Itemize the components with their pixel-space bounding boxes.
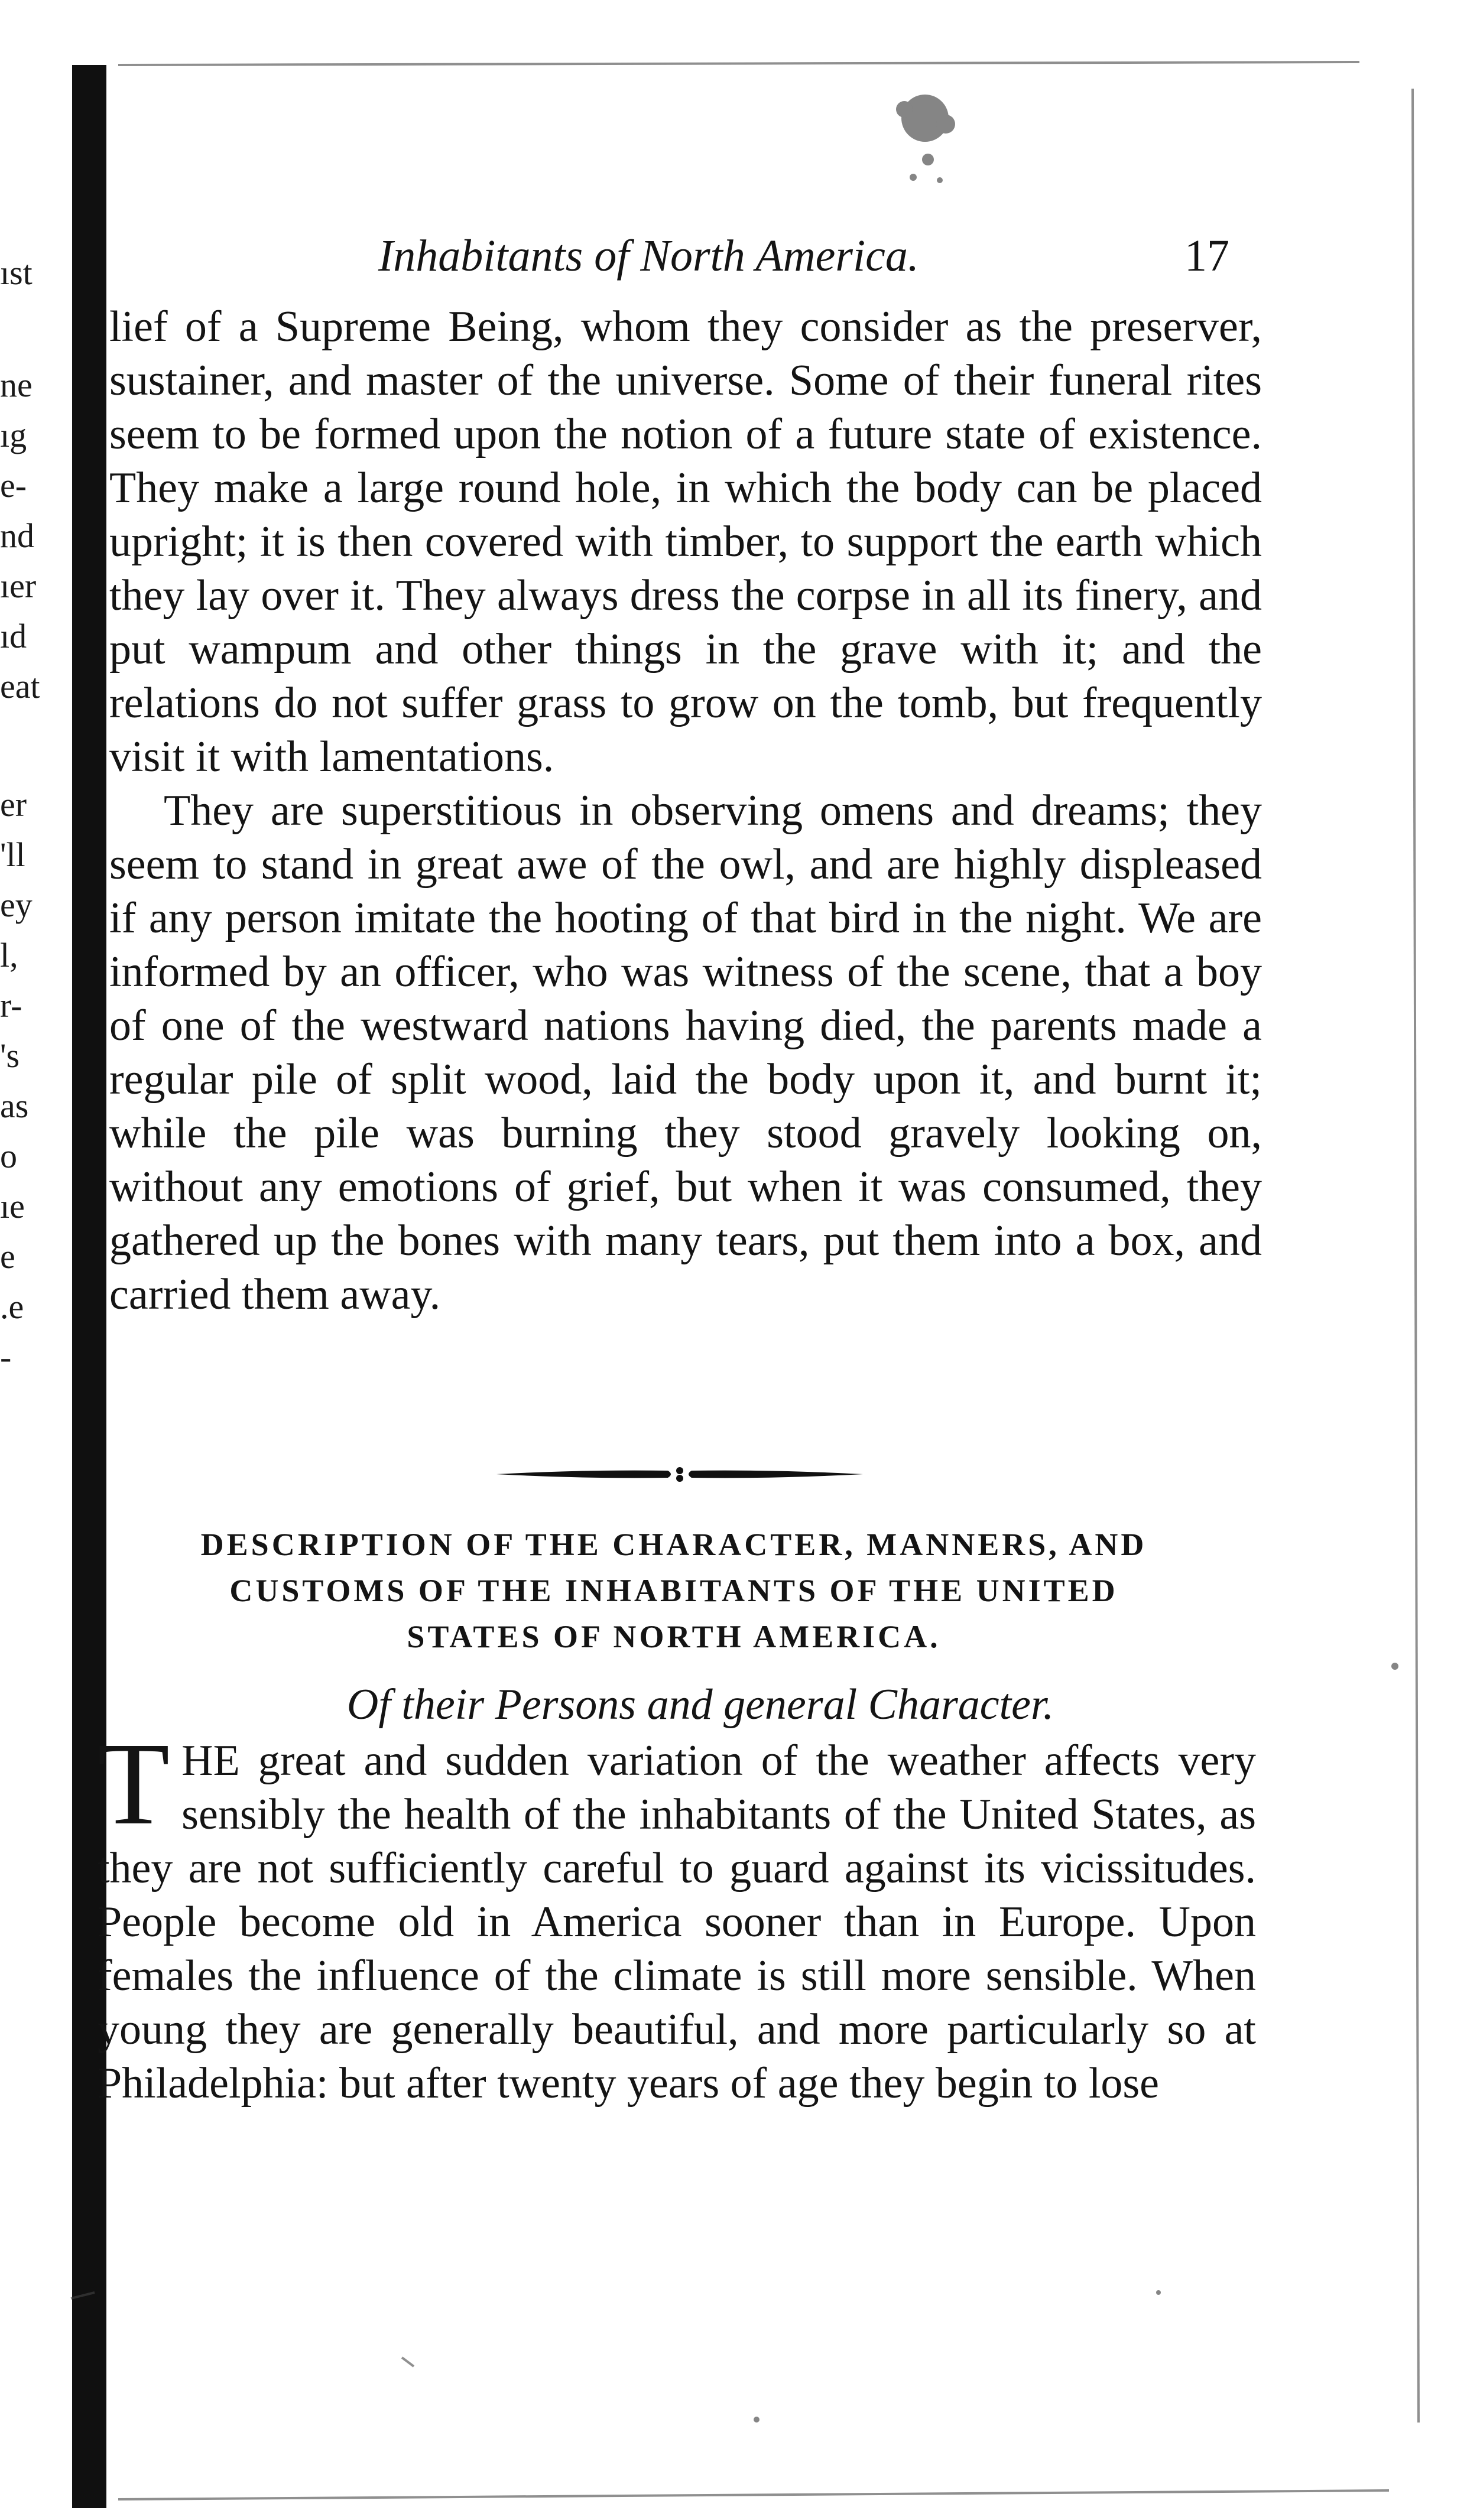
running-title: Inhabitants of North America. — [378, 231, 919, 281]
margin-fragment: ne — [0, 366, 33, 404]
margin-fragment: ıer — [0, 567, 37, 605]
margin-fragment: as — [0, 1087, 29, 1125]
ink-smudge-ornament — [857, 83, 993, 201]
margin-fragment: 'll — [0, 835, 25, 874]
section-body — [98, 1719, 1256, 2111]
drop-cap: T — [98, 1719, 170, 1849]
margin-fragment: ey — [0, 886, 33, 924]
margin-fragment: ıe — [0, 1187, 25, 1225]
section-heading-line: DESCRIPTION OF THE CHARACTER, MANNERS, AND — [200, 1527, 1147, 1562]
section-paragraph — [98, 1719, 1256, 2111]
margin-fragment: .e — [0, 1287, 24, 1326]
margin-fragment: - — [0, 1338, 12, 1376]
paragraph-omens: They are superstitious in observing omens and dreams; they seem to stand in great awe of the owl, and are highly displeased if any person imitate the hooting of that bird in the night. We are informed by an officer, who was witness of the scene, that a boy of one of the westward nations having died, the parents made a regular pile of split wood, laid the body upon it, and burnt it; while the pile was burning they stood gravely looking on, without any emotions of grief, but when it was consumed, they gathered up the bones with many tears, put them into a box, and carried them away. — [109, 786, 1262, 1319]
margin-fragment: e — [0, 1237, 15, 1276]
ornamental-rule — [496, 1462, 863, 1486]
paragraph-continued: lief of a Supreme Being, whom they consider as the preserver, sustainer, and master of the universe. Some of their funeral rites seem to be formed upon the notion of a future state of existence. They make a large round hole, in which the body can be placed upright; it is then covered with timber, to support the earth which they lay over it. They always dress the corpse in all its finery, and put wampum and other things in the grave with it; and the relations do not suffer grass to grow on the tomb, but frequently visit it with lamentations. — [109, 303, 1262, 781]
margin-fragment: 's — [0, 1036, 20, 1075]
section-subheading: Of their Persons and general Character. — [346, 1680, 1054, 1729]
margin-fragment: ıd — [0, 617, 27, 655]
section-heading — [148, 1521, 1200, 1660]
book-spine-shadow — [72, 65, 106, 2508]
margin-fragment: eat — [0, 667, 40, 705]
margin-fragment: o — [0, 1137, 17, 1175]
margin-fragment: ıg — [0, 416, 27, 454]
margin-fragment: nd — [0, 516, 34, 555]
margin-fragment: e- — [0, 466, 27, 505]
section-heading-line: CUSTOMS OF THE INHABITANTS OF THE UNITED — [229, 1573, 1118, 1608]
body-text — [109, 300, 1262, 1322]
margin-fragment: r- — [0, 986, 22, 1025]
section-paragraph-text: HE great and sudden variation of the weather affects very sensibly the health of the inhabitants of the United States, as they are not sufficiently careful to guard against its vicissitudes. People become old in America sooner than in Europe. Upon females the influence of the climate is still more sensible. When young they are generally beautiful, and more particularly so at Philadelphia: but after twenty years of age they begin to lose — [98, 1737, 1256, 2108]
section-heading-line: STATES OF NORTH AMERICA. — [407, 1619, 941, 1654]
page-number: 17 — [1184, 231, 1229, 281]
margin-fragment: l, — [0, 936, 18, 974]
margin-fragment: er — [0, 785, 27, 824]
margin-fragment: ıst — [0, 253, 33, 292]
